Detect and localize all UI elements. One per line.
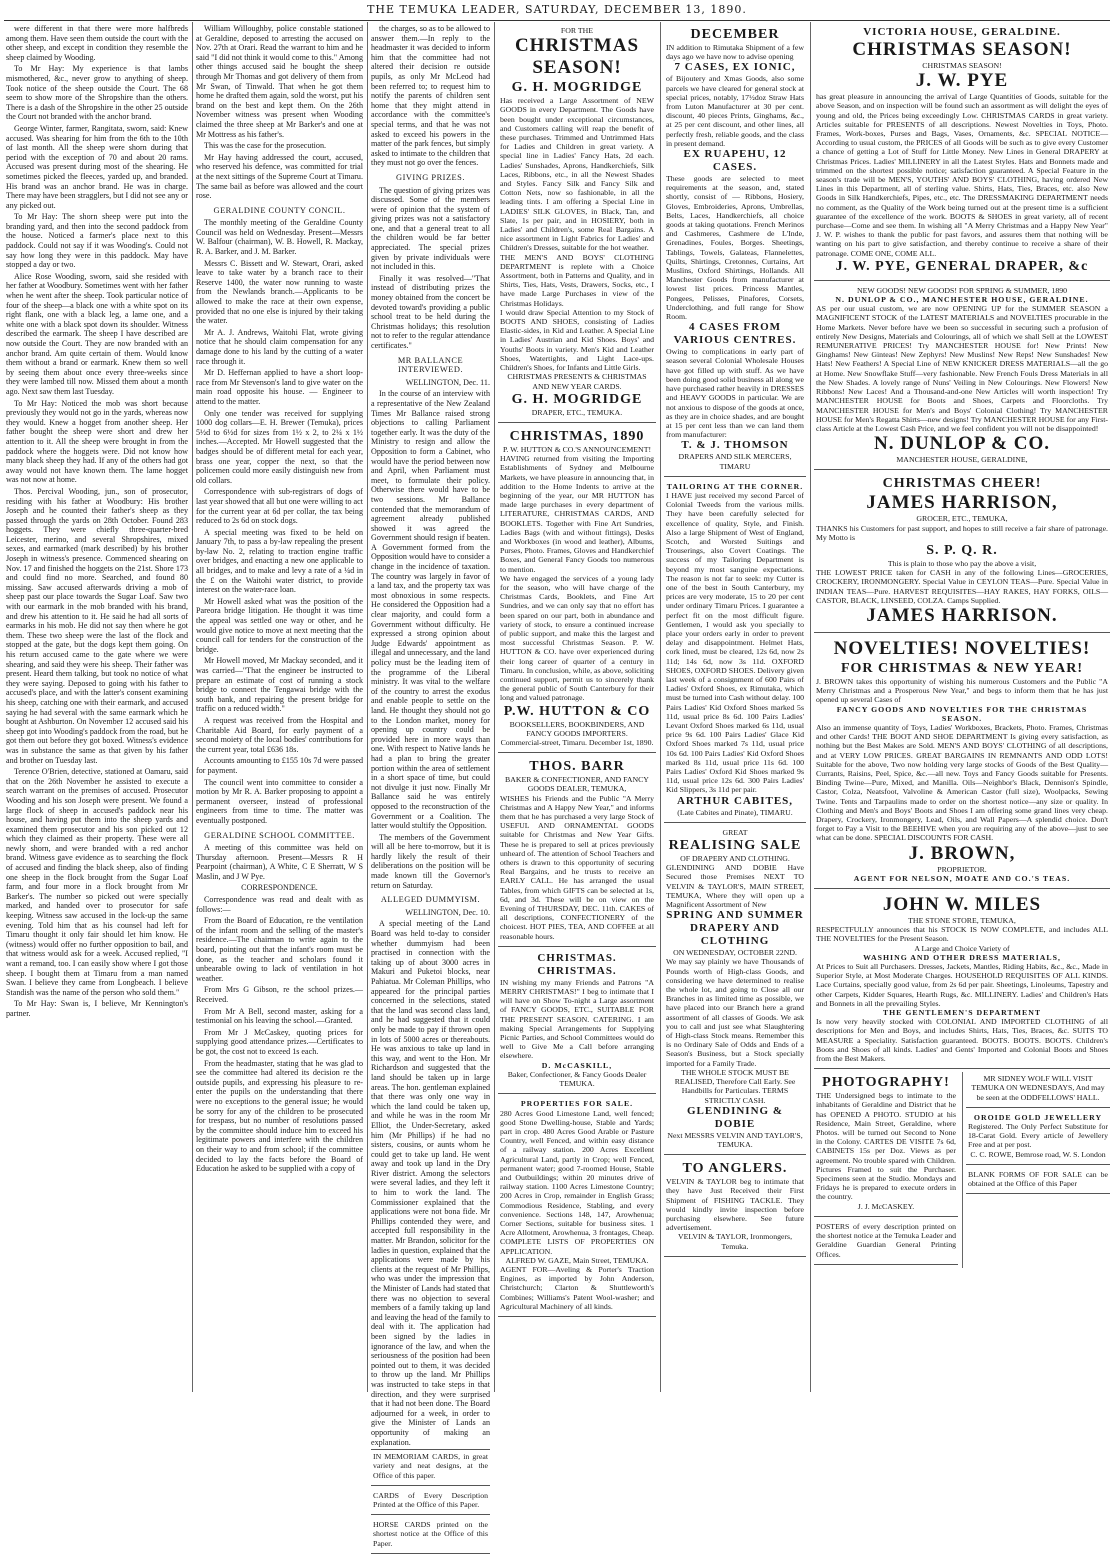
paragraph: A special meeting was fixed to be held on January 7th, to pass a by-law repealing the present by-law No. 2, relating to traction engine traffic over bridges, and enacting a new one applicable to all bridges, and to make and levy a rate of a ¼d in the £ on the Waitohi water district, to provide interest on the water-race loan. <box>196 527 363 595</box>
advert-headline: PHOTOGRAPHY! <box>822 1075 950 1091</box>
paragraph: From the Board of Education, re the ventilation of the infant room and the selling of the master's residence.—The chairman to write again to the board, pointing out that the infant's room must be done, as the teacher and scholars found it unbearable owing to lack of ventilation in hot weather. <box>196 916 363 983</box>
ads-column-5 <box>664 24 806 1392</box>
properties-advert: PROPERTIES FOR SALE. 280 Acres Good Limestone Land, well fenced; good Stone Dwelling-house, Stable and Yards; part in crop. 480 Acres Good Arable or Pasture Country, well Fenced, and within easy distance of a railway station. 200 Acres Excellent Agricultural Land, partly in Crop; well Fenced, permanent water; good 7-roomed House, Stable and Outbuildings; within 20 minutes drive of railway station. 1100 Acres Limestone Country; 200 Acres in Crop, remainder in English Grass; Commodious Residence, Stabling, and every convenience. Sections 148, 147, Arowhenua; Corner Sections, suitable for business sites. 1 Acre Allotment, Arowhenua, 3 frontages, Cheap. COMPLETE LISTS OF PROPERTIES ON APPLICATION. ALFRED W. GAZE, Main Street, TEMUKA. AGENT FOR—Aveling & Porter's Traction Engines, as imported by John Anderson, Christchurch; Clarton & Shuttleworth's Combines; Williams's Patent Wool-washer; and Agricultural Machinery of all kinds. <box>498 1097 656 1317</box>
memoriam-notice: IN MEMORIAM CARDS, in great variety and neat designs, at the Office of this paper. <box>371 1449 490 1486</box>
advert-headline: CHRISTMAS SEASON! <box>514 35 640 79</box>
advert-headline: TO ANGLERS. <box>682 1161 788 1177</box>
cabites-advert: TAILORING AT THE CORNER. I HAVE just received my second Parcel of Colonial Tweeds from the various mills. They have been carefully selected for excellence of quality, Style, and Finish. Also a large Shipment of West of England, Scotch, and Worsted Suitings and Trouserings, also Covert Coatings. The success of my Tailoring Department is beyond my most sanguine expectations. The reason is not far to seek: my Cutter is one of the best in South Canterbury, my prices are very moderate, 15 to 20 per cent under ordinary Timaru Prices. I guarantee a perfect fit on the most difficult figure. Gentlemen, I would ask you specially to place your orders early in order to prevent delay and disappointment. Helmet Hats, cork lined, must be cleared, 12s 6d, now 2s 11d; 14s 6d, now 3s 11d. OXFORD SHOES, OXFORD SHOES. Delivery given last week of a consignment of 600 Pairs of Ladies' Oxford Shoes, ex Rimutaka, which must be turned into Cash without delay. 100 Pairs Ladies' Kid Oxford Shoes marked 5s 11d, usual price 8s 6d. 100 Pairs Ladies' Levant Oxford Shoes marked 6s 11d, usual price 9s 6d. 100 Pairs Ladies' Glace Kid Oxford Shoes marked 7s 11d, usual price 10s 6d. 100 Pairs Ladies' Kid Oxford Shoes marked 8s 11d, usual price 11s 6d. 100 Pairs Ladies' Oxford Kid Shoes marked 9s 11d, usual price 12s 6d. 300 Pairs Ladies' Kid Slippers, 3s 11d per pair. ARTHUR CABITES, (Late Cabites and Pinate), TIMARU. <box>664 480 806 823</box>
paragraph: To Mr Hay: My experience is that lambs mismothered, &c., never grow to anything of sheep. Took notice of the sheep outside the Court. The 68 seem to show more of the Shropshire than the others. There is a dash of the Shropshire in the other 25 outside the Court not branded with the anchor brand. <box>6 64 188 122</box>
advert-headline: THOS. BARR <box>529 759 625 775</box>
column-rule <box>367 22 368 1392</box>
paragraph: were different in that there were more halfbreds among them. Have seen them outside the court with the other sheep, and except in condition they resemble the sheep claimed by Wooding. <box>6 24 188 62</box>
paragraph: From Mrs G Gibson, re the school prizes.—Received. <box>196 985 363 1004</box>
bottom-left-adverts <box>814 1072 958 1267</box>
paragraph: Thos. Percival Wooding, jun., son of prosecutor, residing with his father at Woodbury: His brother Joseph and he counted their father's sheep as they passed through the yards on 28th October. Found 283 hoggets. They were chiefly three-quarter-bred Leicester, merino, and several Shropshires, mixed sexes, and earmarked (mark described) by his brother Joseph in witness's presence. Commenced shearing on Nov. 17 and finished the hoggets on the 21st. Shore 173 and could find no more. Searched, and found 80 missing. Saw accused afterwards driving a mob of sheep past our place towards the Sugar Loaf. Saw two with our earmark in the mob branded with his brand, and drew his attention to it. He said he had all sorts of earmarks in his mob. He did not say then where he got them. These two sheep were the last of the flock and stopped at the gate, but the dogs kept them going. On his return accused came to the gate where we were shearing, and said they were his sheep. Their father was present. Heard them talking, but took no notice of what they were saying. Deposed to going with his father to accused's place, and with the latter's consent examining his sheep, catching one with their earmark, and accused saying he had several with the same earmark which he bought at Ashburton. On November 12 accused said his sheep got into Wooding's paddock from the road, but he got them out before they got boxed. Witness's evidence was in substance the same as that given by his father and brother on Tuesday last. <box>6 486 188 765</box>
section-heading: MR BALLANCE INTERVIEWED. <box>397 355 464 375</box>
paragraph: The monthly meeting of the Geraldine County Council was held on Wednesday. Present—Messrs W. Balfour (chairman), W. B. Howell, R. Mackay, R. A. Barker, and J. M. Barker. <box>196 218 363 257</box>
barr-advert: THOS. BARR BAKER & CONFECTIONER, AND FANCY GOODS DEALER, TEMUKA, WISHES his Friends and the Public "A Merry Christmas and A Happy New Year," and informs them that he has purchased a very large Stock of USEFUL AND ORNAMENTAL GOODS suitable for Christmas and New Year Gifts. These he is prepared to sell at prices previously unheard of. The attention of School Teachers and others is drawn to this opportunity of securing Real Bargains, and he trusts to receive an EARLY CALL. He has arranged the usual Tables, from which GIFTS can be selected at 1s, 6d, and 3d. These will be on view on the Evening of THURSDAY, DEC. 11th. CAKES of all descriptions, CONFECTIONERY of the choicest. HOT PIES, TEA, AND COFFEE at all reasonable hours. <box>498 756 656 947</box>
paragraph: Messrs C. Bissett and W. Stewart, Orari, asked leave to take water by a branch race to their Reserve 1400, the water now running to waste from the Newlands branch.—Applicants to be allowed to make the race at their own expense, provided that no one else is injured by their taking the water. <box>196 258 363 326</box>
mogridge-advert: FOR THE CHRISTMAS SEASON! G. H. MOGRIDGE Has received a Large Assortment of NEW GOODS in every Department. The Goods have been bought under exceptional circumstances, and Customers calling will reap the benefit of these purchases. Trimmed and Untrimmed Hats for Ladies and Children in great variety. A special line in Ladies' Fancy Hats, 2d each. Ladies' Sunshades, Aprons, Handkerchiefs, Silk Laces, Ribbons, etc., in all the Newest Shades and Styles. Fancy Silk and Fancy Silk and Cotton Nets, now so fashionable, in all the leading tints. I am offering a Special Line in LADIES' SILK GLOVES, in Black, Tan, and Slate, 1s per pair, and in HOSIERY, both in Ladies' and Children's, some Real Bargains. A nice assortment in Light Fabrics for Ladies' and Children's Dresses, suitable for the hot weather. THE MEN'S AND BOYS' CLOTHING DEPARTMENT is replete with a Choice Assortment, both in Patterns and Quality, and in Shirts, Ties, Hats, Vests, Drawers, Socks, etc., I have made Large Purchases in view of the Christmas Holidays. I would draw Special Attention to my Stock of BOOTS AND SHOES, consisting of Ladies Elastic-sides, in Kid and Leather. A Special Line in Ladies' Austrian and Kid Shoes. Boys' and Youths' Boots in variety. Men's Kid and Leather Shoes, Watertights, and Light Lace-ups. Children's Shoes, for Infants and Little Girls. CHRISTMAS PRESENTS & CHRISTMAS AND NEW YEAR CARDS. G. H. MOGRIDGE DRAPER, ETC., TEMUKA. <box>498 24 656 423</box>
advert-headline: CHRISTMAS CHEER! <box>882 476 1042 492</box>
section-heading: GERALDINE SCHOOL COMMITTEE. <box>204 830 355 840</box>
posters-notice: POSTERS of every description printed on the shortest notice at the Temuka Leader and Geraldine Guardian General Printing Offices. <box>814 1220 958 1265</box>
paragraph: the charges, so as to be allowed to answer them.—In reply to the headmaster it was decided to inform him that the committee had not altered their decision re outside pupils, as only Mr McLeod had been referred to; to request him to notify the parents of children sent home that they might attend in accordance with the committee's special terms, and that he was not asked to exceed his powers in the matter of the park fences, but simply asked to intimate to the children that they must not go over the fences. <box>371 24 490 168</box>
paragraph: From the headmaster, stating that he was glad to see the committee had altered its decision re the outside pupils, and expressing his pleasure to re-enter the pupils on the understanding that there were no exceptions to the general issue; he would be sorry for any of the children to be prosecuted for trespass, but no number of resolutions passed by the committee should induce him to exceed his legitimate powers and interfere with the children on their way to and from school; if the committee decided to lay the facts before the Board of Education he asked to be supplied with a copy of <box>196 1058 363 1174</box>
column-rule <box>494 22 495 1392</box>
paragraph: This was the case for the prosecution. <box>204 141 327 151</box>
paragraph: A meeting of this committee was held on Thursday afternoon. Present—Messrs R H Pearpoint (chairman), A White, C E Sherratt, W S Maslin, and J W Pye. <box>196 843 363 881</box>
glendining-advert: GREAT REALISING SALE OF DRAPERY AND CLOTHING. GLENDINING AND DOBIE Have Secured those Premises NEXT TO VELVIN & TAYLOR'S, MAIN STREET, TEMUKA, Where they will open up a Magnificent Assortment of New SPRING AND SUMMER DRAPERY AND CLOTHING ON WEDNESDAY, OCTOBER 22ND. We may say plainly we have Thousands of Pounds worth of High-class Goods, and considering we have determined to realise the whole lot, and going to Close all our Branches in as limited time as possible, we have placed into our Branch here a grand assortment of all classes of Goods. We ask you to call and just see what Slaughtering of High-class Stock means. Remember this is no Ordinary Sale of Odds and Ends of a Season's Business, but a Stock specially imported for a Family Trade. THE WHOLE STOCK MUST BE REALISED, Therefore Call Early. See Handbills for Particulars. TERMS STRICTLY CASH. GLENDINING & DOBIE Next MESSRS VELVIN AND TAYLOR'S, TEMUKA. <box>664 826 806 1155</box>
masthead-rule <box>4 20 1110 21</box>
photography-advert: PHOTOGRAPHY! THE Undersigned begs to intimate to the inhabitants of Geraldine and District that he has OPENED A PHOTO. STUDIO at his Residence, Main Street, Geraldine, where Photos. will be turned out Second to None in the Colony. CARTES DE VISITE 7s 6d, CABINETS 15s per Doz. Views as per agreement. No trouble spared with Children. Pictures Framed to suit the Purchaser. Specimens seen at the Studio. Mondays and Fridays he is prepared to execute orders in the country. J. J. McCASKEY. <box>814 1072 958 1217</box>
ads-column-6 <box>814 24 1110 1392</box>
mccaskill-advert: CHRISTMAS. CHRISTMAS. IN wishing my many Friends and Patrons "A MERRY CHRISTMAS!" I beg to intimate that I will have on Show To-night a Large assortment of FANCY GOODS, ETC., SUITABLE FOR THE PRESENT SEASON. CATERING. I am making Special Arrangements for Supplying Picnic Parties, and School Committees would do well to Give Me a Call before arranging elsewhere. D. McCASKILL, Baker, Confectioner, & Fancy Goods Dealer TEMUKA. <box>498 950 656 1094</box>
paragraph: William Willoughby, police constable stationed at Geraldine, deposed to arresting the accused on Nov. 27th at Orari. Read the warrant to him and he said "I did not think it would come to this." Among other things accused said he bought the sheep through Mr Thomas and got delivery of them from Mr Swan, of Tinwald. That when he got them home he drafted them again, sold the worst, put his brand on the best and kept them. On the 26th November witness was present when Wooding claimed the three sheep at Mr Barker's and one at Mr Mottress as his father's. <box>196 24 363 139</box>
column-rule <box>810 22 811 1392</box>
dunlop-advert: NEW GOODS! NEW GOODS! FOR SPRING & SUMMER, 1890 N. DUNLOP & CO., MANCHESTER HOUSE, GERALDINE. AS per our usual custom, we are now OPENING UP for the SUMMER SEASON a MAGNIFICENT STOCK of the LATEST MATERIALS and NOVELTIES procurable in the Home Markets. Never before have we been so successful in securing such a profusion of entirely New Designs, Materials and Colourings, all of which we shall Sell at the LOWEST REMUNERATIVE PRICES! Try MANCHESTER HOUSE for! New Prints! New Ginghams! New Ginteas! New Zephyrs! New Muslins! New Reps! New Sunshades! New Hats! New Feathers! A Special Line of NEW KNICKER DRESS MATERIALS—all the go at Home. New Snowflake Stuff—very fashionable. New French Fouls Dress Materials in all the New Shades. A lovely range of Nuns' Veiling in New Colourings. New Flowers! New Ribbons! New Laces! And a Thousand-and-one New Articles will worth inspection! Try MANCHESTER HOUSE for Boots and Shoes, Carpets and Floorcloths. Try MANCHESTER HOUSE for Men's and Boys' Colonial Clothing! Try MANCHESTER HOUSE for Men's Regatta Shirts—new designs! Try MANCHESTER HOUSE for any First-class Article at the Lowest Cash Price, and we feel confident you will not be disappointed! N. DUNLOP & CO. MANCHESTER HOUSE, GERALDINE, <box>814 284 1110 470</box>
paragraph: To Mr Hay: The shorn sheep were put into the branding yard, and then into the second paddock from the house. Noticed a farmer's place next to this paddock. Could not say if it was Wooding's. Could not say how long they were in this paddock. May have stopped a day or two. <box>6 212 188 270</box>
ads-column-4 <box>498 24 656 1392</box>
paragraph: Correspondence was read and dealt with as follows:— <box>196 895 363 914</box>
column-rule <box>660 22 661 1392</box>
brown-advert: NOVELTIES! NOVELTIES! FOR CHRISTMAS & NEW YEAR! J. BROWN takes this opportunity of wishing his numerous Customers and the Public "A Merry Christmas and a Prosperous New Year," and begs to inform them that he has just opened up several Cases of FANCY GOODS AND NOVELTIES FOR THE CHRISTMAS SEASON. Also an immense quantity of Toys, Ladies' Workboxes, Brackets, Photo. Frames, Christmas and other Cards! THE BOOT AND SHOE DEPARTMENT Is giving every satisfaction, as nothing but the Best Makes are Sold. MEN'S AND BOYS' CLOTHING of all descriptions, and at VERY LOW PRICES. GREAT BARGAINS IN REMNANTS AND ODD LOTS! Suitable for the above, Two now holding very large stocks of Goods of the Best Quality—Currants, Raisins, Peel, Spice, &c.—all new. Toys and Fancy Goods suitable for Presents. Binding Twine—Pure, Mixed, and Manilla. Oils—Neighbor's Black, Dennison's Spindle, Castor, Colza, Neatsfoot, Valvoline & American Castor (full size), Woolpacks, Sewing Twine. Tents and Tarpaulins made to order on the shortest notice—any size or quality. In Clothing and Men's and Boys' Boots and Shoes I am offering some grand lines very cheap. Drapery, Crockery, Ironmongery, Lead, Oils, and Wall Papers—A splendid choice. Don't forget to Pay a Visit to the BEEHIVE when you are requiring any of the above—just to see what can be done. SPECIAL DISCOUNTS FOR CASH. J. BROWN, PROPRIETOR. AGENT FOR NELSON, MOATE AND CO.'S TEAS. <box>814 636 1110 889</box>
hutton-advert: CHRISTMAS, 1890 P. W. HUTTON & CO.'S ANNOUNCEMENT! HAVING returned from visiting the Importing Establishments of Sydney and Melbourne Markets, we have pleasure in announcing that, in addition to the Home Indents to arrive at the beginning of the year, our MR HUTTON has made large purchases in every department of LITERATURE, CHRISTMAS CARDS, AND BOOKLETS. Together with Fine Art Sundries, Ladies Bags (with and without fittings), Desks and Workboxes (in wood and leather), Albums, Purses, Photo. Frames, Gloves and Handkerchief Boxes, and General Fancy Goods too numerous to mention. We have engaged the services of a young lady for the season, who will have charge of the Christmas Cards, Booklets, and Fine Art Sundries, and we can only say that no effort has been spared on our part, both in abundance and variety of stock, to ensure a continued increase of public support, and make this the largest and most successful Christmas Season. P. W. HUTTON & CO. have over experienced during their long career of quarter of a century in Timaru. In conclusion, while, as above, soliciting continued support, permit us to sincerely thank the general public of South Canterbury for their long and valued patronage. P.W. HUTTON & CO BOOKSELLERS, BOOKBINDERS, AND FANCY GOODS IMPORTERS. Commercial-street, Timaru. December 1st, 1890. <box>498 426 656 753</box>
paragraph: Accounts amounting to £155 10s 7d were passed for payment. <box>196 756 363 775</box>
paragraph: Finally it was resolved—"That instead of distributing prizes the money obtained from the concert be devoted toward's providing a public school treat to be held during the Christmas holidays; this resolution not to refer to the regular attendance certificates." <box>371 273 490 350</box>
section-heading: ALLEGED DUMMYISM. <box>380 895 481 905</box>
news-column-3 <box>371 24 490 1548</box>
advert-headline: NOVELTIES! NOVELTIES! <box>833 637 1091 659</box>
paragraph: A request was received from the Hospital and Charitable Aid Board, for early payment of a second moiety of the local bodies' contributions for the current year, total £636 18s. <box>196 715 363 754</box>
column-rule <box>192 22 193 1392</box>
paragraph: The question of giving prizes was discussed. Some of the members were of opinion that the system of giving prizes was not a satisfactory one, and that a general treat to all the children would be far better appreciated. The special prizes given by private individuals were not included in this. <box>371 185 490 272</box>
cards-notice: CARDS of Every Description Printed at the Office of this Paper. <box>371 1489 490 1515</box>
advert-headline: PROPERTIES FOR SALE. <box>520 1099 634 1109</box>
section-heading: GERALDINE COUNTY CONCIL. <box>213 205 346 215</box>
advert-headline: CHRISTMAS, 1890 <box>509 428 645 444</box>
paragraph: George Winter, farmer, Rangitata, sworn, said: Knew accused. Was shearing for him from the 6th to the 10th of last month. All the sheep were shorn during that period with the exception of 70 and about 20 rams. Accused was present during most of the shearing. He sometimes picked the fleeces, yarded up, and branded. His brand was an anchor brand. He was in charge. There may have been stragglers, but I did not see any or any picked out. <box>6 123 188 210</box>
paragraph: CORRESPONDENCE. <box>241 883 318 893</box>
paragraph: Correspondence with sub-registrars of dogs of last year showed that all but one were willing to act for the current year at 6d per collar, the tax being reduced to 2s 6d on stock dogs. <box>196 487 363 526</box>
advert-headline: OROIDE GOLD JEWELLERY <box>973 1112 1103 1122</box>
bottom-adverts <box>814 1072 1110 1267</box>
anglers-advert: TO ANGLERS. VELVIN & TAYLOR beg to intimate that they have Just Received their First Shipment of FISHING TACKLE. They would kindly invite inspection before purchasing elsewhere. See future advertisement. VELVIN & TAYLOR, Ironmongers, Temuka. <box>664 1158 806 1257</box>
paragraph: The members of the Government will all be here to-morrow, but it is hardly likely the result of their deliberations on the position will be made known till the Governor's return on Saturday. <box>371 832 490 890</box>
advert-headline: DECEMBER <box>690 27 780 42</box>
section-heading: GIVING PRIZES. <box>396 172 465 182</box>
advert-headline: REALISING SALE <box>668 838 802 854</box>
news-column-1 <box>6 24 188 1392</box>
paragraph: Mr Howell asked what was the position of the Pareora bridge litigation. He thought it was time the appeal was settled one way or other, and he would give notice to move at next meeting that the council call for tenders for the construction of the bridge. <box>196 596 363 654</box>
paragraph: From Mr A Bell, second master, asking for a testimonial on his leaving the school.—Granted. <box>196 1006 363 1026</box>
paragraph: Mr D. Heffernan applied to have a short loop-race from Mr Stevenson's land to give water on the main road opposite his house. — Engineer to attend to the matter. <box>196 368 363 406</box>
paragraph: Mr Hay having addressed the court, accused, who reserved his defence, was committed for trial at the next sittings of the Supreme Court at Timaru. The same bail as before was allowed and the court rose. <box>196 152 363 201</box>
paragraph: To Mr Hay: Swan is, I believe, Mr Kennington's partner. <box>6 999 188 1018</box>
paragraph: Terence O'Brien, detective, stationed at Oamaru, said that on the 26th November he assisted to execute a search warrant on the premises of accused. Prosecutor Wooding and his son Joseph were present. We found a large flock of sheep in accused's paddock near his house, and having put them into the sheep yards and examined them prosecutor and his son picked out 12 which they claimed as their property. These were all newly shorn, and were branded with a red anchor brand. Witness gave evidence as to searching the flock of accused and finding the black sheep, also of finding one sheep in the flock brought from the Sugar Loaf farm, and four more in a flock brought from Mr Barker's. The number so picked out were specially marked, and handed over to prosecutor for safe keeping. Witness saw accused in the lock-up the same evening. Told him that as his counsel had left for Timaru thought it only fair should let him know. He (witness) would offer no further opposition to bail, and that witness would ask for a week. Accused replied, "I want a remand, too. I can easily show where I got those sheep. I bought them at Timaru from a man named Swan. I believe they came from Longbeach. I believe Standish was the name of the person who sold them." <box>6 767 188 997</box>
miles-advert: JOHN W. MILES THE STONE STORE, TEMUKA, RESPECTFULLY announces that his STOCK IS NOW COMPLETE, and includes ALL THE NOVELTIES for the Present Season. A Large and Choice Variety of WASHING AND OTHER DRESS MATERIALS, At Prices to Suit all Purchasers. Dresses, Jackets, Mantles, Riding Habits, &c., &c., Made in Superior Style, at Most Moderate Charges. HOUSEHOLD REQUISITES OF ALL KINDS. Lace Curtains, specially good value, from 2s 6d per pair. Sheetings, Linoleums, Tapestry and other Carpets, Kidder Squares, Hearth Rugs, &c. MILLINERY. Ladies' and Children's Hats and Bonnets in all the prevailing Styles. THE GENTLEMEN'S DEPARTMENT Is now very heavily stocked with COLONIAL AND IMPORTED CLOTHING of all descriptions for Men and Boys, and includes Shirts, Hats, Ties, Braces, &c. SUITS TO MEASURE a Speciality. Satisfaction guaranteed. BOOTS. BOOTS. BOOTS. Children's Boots and Shoes of all kinds. Ladies' and Gents' Imported and Colonial Boots and Shoes from the Best Makers. <box>814 892 1110 1069</box>
paragraph: To Mr Hay: Noticed the mob was short because previously they would not go in the yards, whereas now they would. Knew a hogget from another sheep. Her father bought the sheep were short and drew her attention to it. All the sheep were brought in from the paddock where the hoggets were. Did not know how many black sheep they had. If any of the others had got away would not have known them. The lame hogget was not now at home. <box>6 398 188 485</box>
advert-headline: JOHN W. MILES <box>882 894 1042 915</box>
wolf-advert: MR SIDNEY WOLF WILL VISIT TEMUKA ON WEDNESDAYS, And may be seen at the ODDFELLOWS' HALL. <box>966 1072 1110 1108</box>
news-column-2 <box>196 24 363 1392</box>
advert-headline: CHRISTMAS SEASON! <box>852 39 1072 60</box>
horse-cards-notice: HORSE CARDS printed on the shortest notice at the Office of this Paper. <box>371 1518 490 1554</box>
paragraph: The council went into committee to consider a motion by Mr R. A. Barker proposing to appoint a permanent overseer, instead of professional engineers from time to time. The matter was eventually postponed. <box>196 777 363 825</box>
paragraph: Mr Howell moved, Mr Mackay seconded, and it was carried—"That the engineer be instructed to prepare an estimate of cost of running a stock bridge to connect the Tengawai bridge with the south bank, and repairing the present bridge for traffic on a reduced width." <box>196 656 363 714</box>
paragraph: A special meeting of the Land Board was held to-day to consider whether dummyism had been practised in connection with the taking up of about 3000 acres in Makuri and Puketoi blocks, near Pahiatua. Mr Coleman Phillips, who appeared for the principal parties concerned in the selections, stated that the land was second class land, and he had suggested that it could only be made to pay if thrown open in lots of 5000 acres or thereabouts. He was anxious to take up land in this way, and went to the Hon. Mr Richardson and suggested that the land should be taken up in large areas. The hon. gentleman explained that there was only one way in which the land could be taken up, and while he was in the room Mr Elliot, the Under-Secretary, asked him (Mr Phillips) if he had no sisters, cousins, or aunts whom he could get to take up land. He went away and took up land in the Dry River district. Among the selectors were several ladies, and they left it to him to work the land. The Commissioner explained that the applications were not bona fide. Mr Phillips contended they were, and accepted full responsibility in the matter. Mr Brandon, solicitor for the ladies in question, explained that the applications were made by his clients at the request of Mr Phillips, who was under the impression that the Minister of Lands had stated that there was no objection to several members of a family taking up land and leaving the head of the family to deal with it. The application had been signed by the ladies in ignorance of the law, and when the seriousness of the position had been pointed out to them, it was decided to throw up the land. Mr Phillips was instructed to take steps in that direction, and they were surprised that it had not been done. The Board adjourned for a week, in order to give the Minister of Lands an opportunity of making an explanation. <box>371 919 490 1447</box>
dateline: WELLINGTON, Dec. 11. <box>405 377 490 387</box>
advert-headline: CHRISTMAS. CHRISTMAS. <box>537 951 617 977</box>
paragraph: Mr A. J. Andrews, Waitohi Flat, wrote giving notice that he should claim compensation for any damage done to his land by the cutting of a water race through it. <box>196 327 363 366</box>
bottom-right-adverts <box>962 1072 1110 1267</box>
oroide-advert: OROIDE GOLD JEWELLERY Registered. The Only Perfect Substitute for 18-Carat Gold. Every article of Jewellery Free and at per post. C. C. ROWE, Bemrose road, W. S. London <box>966 1111 1110 1165</box>
advert-headline: TAILORING AT THE CORNER. <box>666 481 804 491</box>
masthead: THE TEMUKA LEADER, SATURDAY, DECEMBER 13, 1890. <box>367 3 747 16</box>
paragraph: Only one tender was received for supplying 1000 dog collars—E. H. Brewer (Temuka), prices 5½d to 6½d for sizes from 1½ x 2, to 2¼ x 1½ inches.—Accepted. Mr Howell suggested that the badges should be of different metal for each year, brass one year, copper the next, so that the policemen could more easily distinguish new from old collars. <box>196 408 363 485</box>
pye-advert: VICTORIA HOUSE, GERALDINE. CHRISTMAS SEASON! CHRISTMAS SEASON! J. W. PYE has great pleasure in announcing the arrival of Large Quantities of Goods, suitable for the above Season, and on inspection will be found such an assortment as will delight the eyes of young and old, the Prices being exceedingly Low. CHRISTMAS CARDS in great variety. Articles suitable for PRESENTS of all descriptions. Newest Novelties in Toys, Photo. Frames, Work-boxes, Purses and Bags, Vases, Ornaments, &c. SPECIAL NOTICE—According to usual custom, the PRICES of all Goods will be such as to give every Customer a chance of getting a Lot of Stuff for Little Money. New Lines in General DRAPERY at Christmas Prices. Ladies' MILLINERY in all the Latest Styles. Hats and Bonnets made and trimmed on the shortest possible notice; satisfaction guaranteed. A Special Feature in the season's trade will be MEN'S, YOUTHS' AND BOYS' CLOTHING, having ordered New Lines in this Department, all of sterling value. Shirts, Hats, Ties, Braces, etc. also New Goods in Silk Handkerchiefs, Pipes, etc., etc. The DRESSMAKING DEPARTMENT needs no comment, as the Quality of the Work being turned out at the present time is a sufficient guarantee of the excellence of the work. BOOTS & SHOES in great variety, all of recent purchase—Come and see them. In wishing all "A Merry Christmas and a Happy New Year" J. W. P. wishes to thank the public for past favors, and assures them that nothing will be wanting on his part to give satisfaction, and thereby continue to receive a share of their patronage. COME ONE, COME ALL. J. W. PYE, GENERAL DRAPER, &c <box>814 24 1110 281</box>
blank-forms-notice: BLANK FORMS OF FOR SALE can be obtained at the Office of this Paper <box>966 1168 1110 1194</box>
paragraph: From Mr J McCaskey, quoting prices for supplying good attendance prizes.—Certificates to be got, the cost not to exceed 1s each. <box>196 1027 363 1056</box>
harrison-advert: CHRISTMAS CHEER! JAMES HARRISON, GROCER, ETC., TEMUKA, THANKS his Customers for past support, and hopes to still receive a fair share of patronage. My Motto is S. P. Q. R. This is plain to those who pay the above a visit, THE LOWEST PRICE taken for CASH in any of the following Lines—GROCERIES, CROCKERY, IRONMONGERY. Special Value in CEYLON TEAS—Pure. Special Value in INDIAN TEAS—Pure. HARVEST REQUISITES—HAY RAKES, HAY FORKS, OILS—CASTOR, BLACK, LINSEED, COLZA. Camps Supplied. JAMES HARRISON. <box>814 473 1110 633</box>
thomson-advert: DECEMBER IN addition to Rimutaka Shipment of a few days ago we have now to advise opening 7 CASES, EX IONIC, of Bijoutery and Xmas Goods, also some parcels we have cleared for general stock at special prices, notably, 17½doz Straw Hats from Luton Manufacturer at 30 per cent. discount, 40 pieces Prints, Ginghams, &c., at 25 per cent discount, and other lines, all perfectly fresh, reliable goods, and the class in present demand. EX RUAPEHU, 12 CASES. These goods are selected to meet requirements at the season, and, stated shortly, consist of — Ribbons, Hosiery, Gloves, Embroideries, Aprons, Umbrellas, Belts, Laces, Handkerchiefs, all choice goods at taking quotations. French Merinos and Cashmeres, Cashmere de L'Inde, Grenadines, Foules, Borges. Sheetings, Tablings, Towels, Galateas, Flannelettes, Quilts, Shirtings, Cretonnes, Curtains, Art Muslins, Oxford Shirtings, Hollands. All Manchester Goods from manufacturer at lowest list prices. Princess Mantles, Pongees, Pelisses, Pinafores, Corsets, Underclothing, and full range for Show Room. 4 CASES FROM VARIOUS CENTRES. Owing to complications in early part of season several Colonial Wholesale Houses have got filled up with stuff. As we have been doing good solid business all along we have purchased rather heavily in DRESSES and HEAVY GOODS in particular. We are not anxious to dispose of the goods at once, as they are in choice shades, and are bought at 15 per cent less than we can land them from manufacturer: T. & J. THOMSON DRAPERS AND SILK MERCERS, TIMARU <box>664 24 806 477</box>
dateline: WELLINGTON, Dec. 10. <box>405 907 490 917</box>
paragraph: In the course of an interview with a representative of the New Zealand Times Mr Ballance raised strong objections to calling Parliament together early. It was the duty of the Ministry to resign and allow the Opposition to form a Cabinet, who would have the period between now and April, when Parliament must meet, to formulate their policy. Otherwise there would have to be two sessions. Mr Ballance contended that the memorandum of agreement already published showed it was agreed the Government should resign if beaten. A Government formed from the Opposition would have to consider a change in the incidence of taxation. The country was largely in favor of a land tax, and the property tax was most obnoxious in some respects. He considered the Opposition had a clear majority, and could form a Government without difficulty. He expressed a strong opinion about Judge Edwards' appointment as illegal and unnecessary, and the land policy must be the leading item of the programme of the Liberal ministry. It was vital to the welfare of the country to arrest the exodus and enable people to settle on the land. He thought they should not go to the London market, money for opening up country could be provided here in more ways than one. With respect to Native lands he had a plan to bring the greater portion within the area of settlement in a short space of time, but could not divulge it just now. Finally Mr Ballance said he was entirely opposed to the reconstruction of the Government or a Coalition. The latter would stultify the Opposition. <box>371 389 490 831</box>
advert-headline: N. DUNLOP & CO., MANCHESTER HOUSE, GERALDINE. <box>835 295 1089 305</box>
paragraph: Alice Rose Wooding, sworn, said she resided with her father at Woodbury. Sometimes went with her father when he went after the sheep. Took particular notice of four of the sheep—a black one with a white spot on its right flank, one with a black leg, a lame one, and a white one with a black spot down its shoulder. Witness described the earmark. The sheep I have described are now outside the Court. They are now branded with an anchor brand. Am quite certain of them. Would know them without a brand or earmark. Knew them so well by seeing them about once every three-weeks since they were lambed till now. Missed them about a month ago. Next saw them last Tuesday. <box>6 271 188 396</box>
